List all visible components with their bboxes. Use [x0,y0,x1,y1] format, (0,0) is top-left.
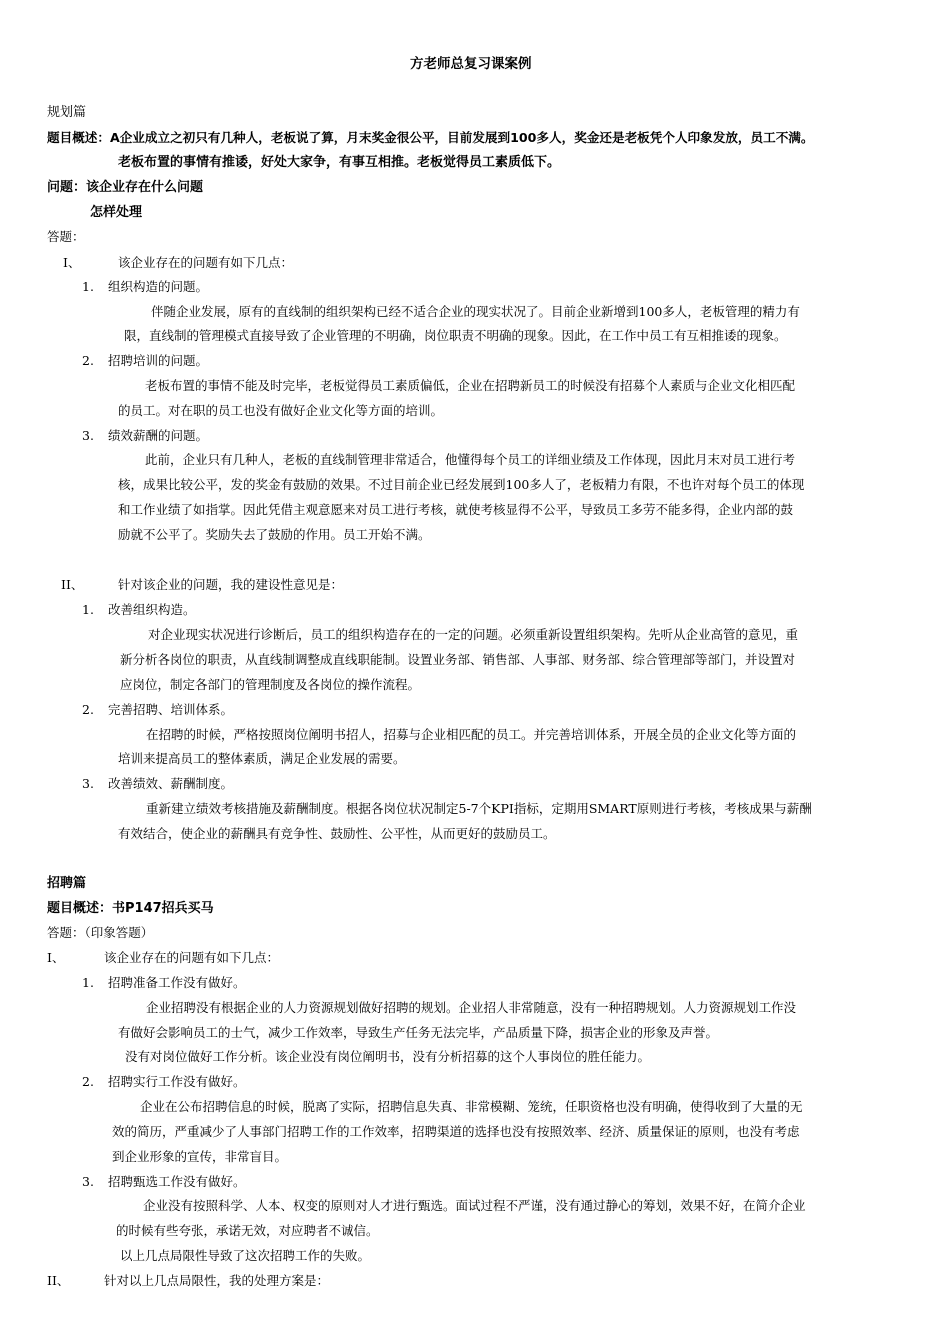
recruiting-p1-item2-line2: 效的简历，严重减少了人事部门招聘工作的工作效率，招聘渠道的选择也没有按照效率、经济、质量保证的原则，也没有考虑 [112,1124,800,1139]
recruiting-p1-item1-line3: 没有对岗位做好工作分析。该企业没有岗位阐明书，没有分析招募的这个人事岗位的胜任能力。 [125,1049,651,1064]
planning-p2-item1-num: 1. [82,602,94,617]
recruiting-overview: 题目概述：书P147招兵买马 [47,901,214,916]
planning-p2-item1-line3: 应岗位，制定各部门的管理制度及各岗位的操作流程。 [120,677,421,692]
recruiting-p1-item1-num: 1. [82,975,94,990]
recruiting-p1-item2-line3: 到企业形象的宣传，非常盲目。 [112,1149,288,1164]
planning-p2-item2-line2: 培训来提高员工的整体素质，满足企业发展的需要。 [118,751,406,766]
planning-p1-item2-line2: 的员工。对在职的员工也没有做好企业文化等方面的培训。 [118,403,444,418]
planning-p1-item2-num: 2. [82,353,94,368]
planning-p1-item3-line4: 励就不公平了。奖励失去了鼓励的作用。员工开始不满。 [118,527,431,542]
planning-p1-item1-title: 组织构造的问题。 [108,279,209,294]
planning-part1-text: 该企业存在的问题有如下几点： [118,255,294,270]
planning-answer-label: 答题： [47,229,85,244]
planning-p2-item1-title: 改善组织构造。 [108,602,196,617]
recruiting-p1-item3-line1: 企业没有按照科学、人本、权变的原则对人才进行甄选。面试过程不严谨，没有通过静心的筹划，效果不好，在简介企业 [143,1198,806,1213]
planning-p2-item1-line1: 对企业现实状况进行诊断后，员工的组织构造存在的一定的问题。必须重新设置组织架构。先听从企业高管的意见，重 [148,627,799,642]
planning-p1-item3-line2: 核，成果比较公平，发的奖金有鼓励的效果。不过目前企业已经发展到100多人了，老板精力有限，不也许对每个员工的体现 [118,477,805,492]
planning-p2-item1-line2: 新分析各岗位的职责，从直线制调整成直线职能制。设置业务部、销售部、人事部、财务部、综合管理部等部门，并设置对 [120,652,796,667]
planning-part1-numeral: I、 [63,255,81,270]
recruiting-p1-item2-title: 招聘实行工作没有做好。 [108,1074,246,1089]
recruiting-p1-item3-title: 招聘甄选工作没有做好。 [108,1174,246,1189]
recruiting-part2-numeral: II、 [47,1273,70,1288]
planning-p1-item2-line1: 老板布置的事情不能及时完毕，老板觉得员工素质偏低，企业在招聘新员工的时候没有招募个人素质与企业文化相匹配 [145,378,796,393]
planning-overview-line2: 老板布置的事情有推诿，好处大家争，有事互相推。老板觉得员工素质低下。 [118,155,561,170]
recruiting-p1-item2-num: 2. [82,1074,94,1089]
planning-part2-numeral: II、 [61,577,84,592]
planning-p2-item2-title: 完善招聘、培训体系。 [108,702,234,717]
planning-p1-item1-line2: 限，直线制的管理模式直接导致了企业管理的不明确，岗位职责不明确的现象。因此，在工作中员工有互相推诿的现象。 [124,328,787,343]
planning-p1-item2-title: 招聘培训的问题。 [108,353,209,368]
recruiting-p1-item3-line2: 的时候有些夸张，承诺无效，对应聘者不诚信。 [116,1223,379,1238]
planning-p1-item3-num: 3. [82,428,94,443]
document-title: 方老师总复习课案例 [410,56,532,72]
planning-p1-item3-title: 绩效薪酬的问题。 [108,428,209,443]
recruiting-p1-item1-line2: 有做好会影响员工的士气，减少工作效率，导致生产任务无法完毕，产品质量下降，损害企业的形象及声誉。 [118,1025,719,1040]
planning-p2-item3-title: 改善绩效、薪酬制度。 [108,776,234,791]
planning-question-line1: 问题：该企业存在什么问题 [47,180,204,195]
planning-p2-item3-line2: 有效结合，使企业的薪酬具有竞争性、鼓励性、公平性，从而更好的鼓励员工。 [118,826,556,841]
recruiting-answer-label: 答题：（印象答题） [47,925,154,940]
planning-p1-item3-line3: 和工作业绩了如指掌。因此凭借主观意愿来对员工进行考核，就使考核显得不公平，导致员工多劳不能多得，企业内部的鼓 [118,502,794,517]
recruiting-heading: 招聘篇 [47,876,87,891]
recruiting-part1-text: 该企业存在的问题有如下几点： [104,950,280,965]
planning-p1-item3-line1: 此前，企业只有几种人，老板的直线制管理非常适合，他懂得每个员工的详细业绩及工作体现，因此月末对员工进行考 [145,452,796,467]
planning-overview-line1: 题目概述：A企业成立之初只有几种人，老板说了算，月末奖金很公平，目前发展到100多人，奖金还是老板凭个人印象发放，员工不满。 [47,130,814,145]
planning-part2-text: 针对该企业的问题，我的建设性意见是： [118,577,344,592]
planning-heading: 规划篇 [47,105,87,120]
planning-p1-item1-line1: 伴随企业发展，原有的直线制的组织架构已经不适合企业的现实状况了。目前企业新增到100多人，老板管理的精力有 [151,304,800,319]
planning-p2-item2-line1: 在招聘的时候，严格按照岗位阐明书招人，招募与企业相匹配的员工。并完善培训体系，开展全员的企业文化等方面的 [146,727,797,742]
planning-p1-item1-num: 1. [82,279,94,294]
recruiting-p1-item1-title: 招聘准备工作没有做好。 [108,975,246,990]
recruiting-p1-summary: 以上几点局限性导致了这次招聘工作的失败。 [120,1248,371,1263]
planning-p2-item3-line1: 重新建立绩效考核措施及薪酬制度。根据各岗位状况制定5-7个KPI指标，定期用SMART原则进行考核，考核成果与薪酬 [146,801,812,816]
recruiting-p1-item3-num: 3. [82,1174,94,1189]
recruiting-p1-item1-line1: 企业招聘没有根据企业的人力资源规划做好招聘的规划。企业招人非常随意，没有一种招聘规划。人力资源规划工作没 [146,1000,797,1015]
recruiting-part2-text: 针对以上几点局限性，我的处理方案是： [104,1273,330,1288]
planning-question-line2: 怎样处理 [90,205,143,220]
recruiting-p1-item2-line1: 企业在公布招聘信息的时候，脱离了实际，招聘信息失真、非常模糊、笼统，任职资格也没有明确，使得收到了大量的无 [140,1099,803,1114]
planning-p2-item3-num: 3. [82,776,94,791]
recruiting-part1-numeral: I、 [47,950,65,965]
planning-p2-item2-num: 2. [82,702,94,717]
